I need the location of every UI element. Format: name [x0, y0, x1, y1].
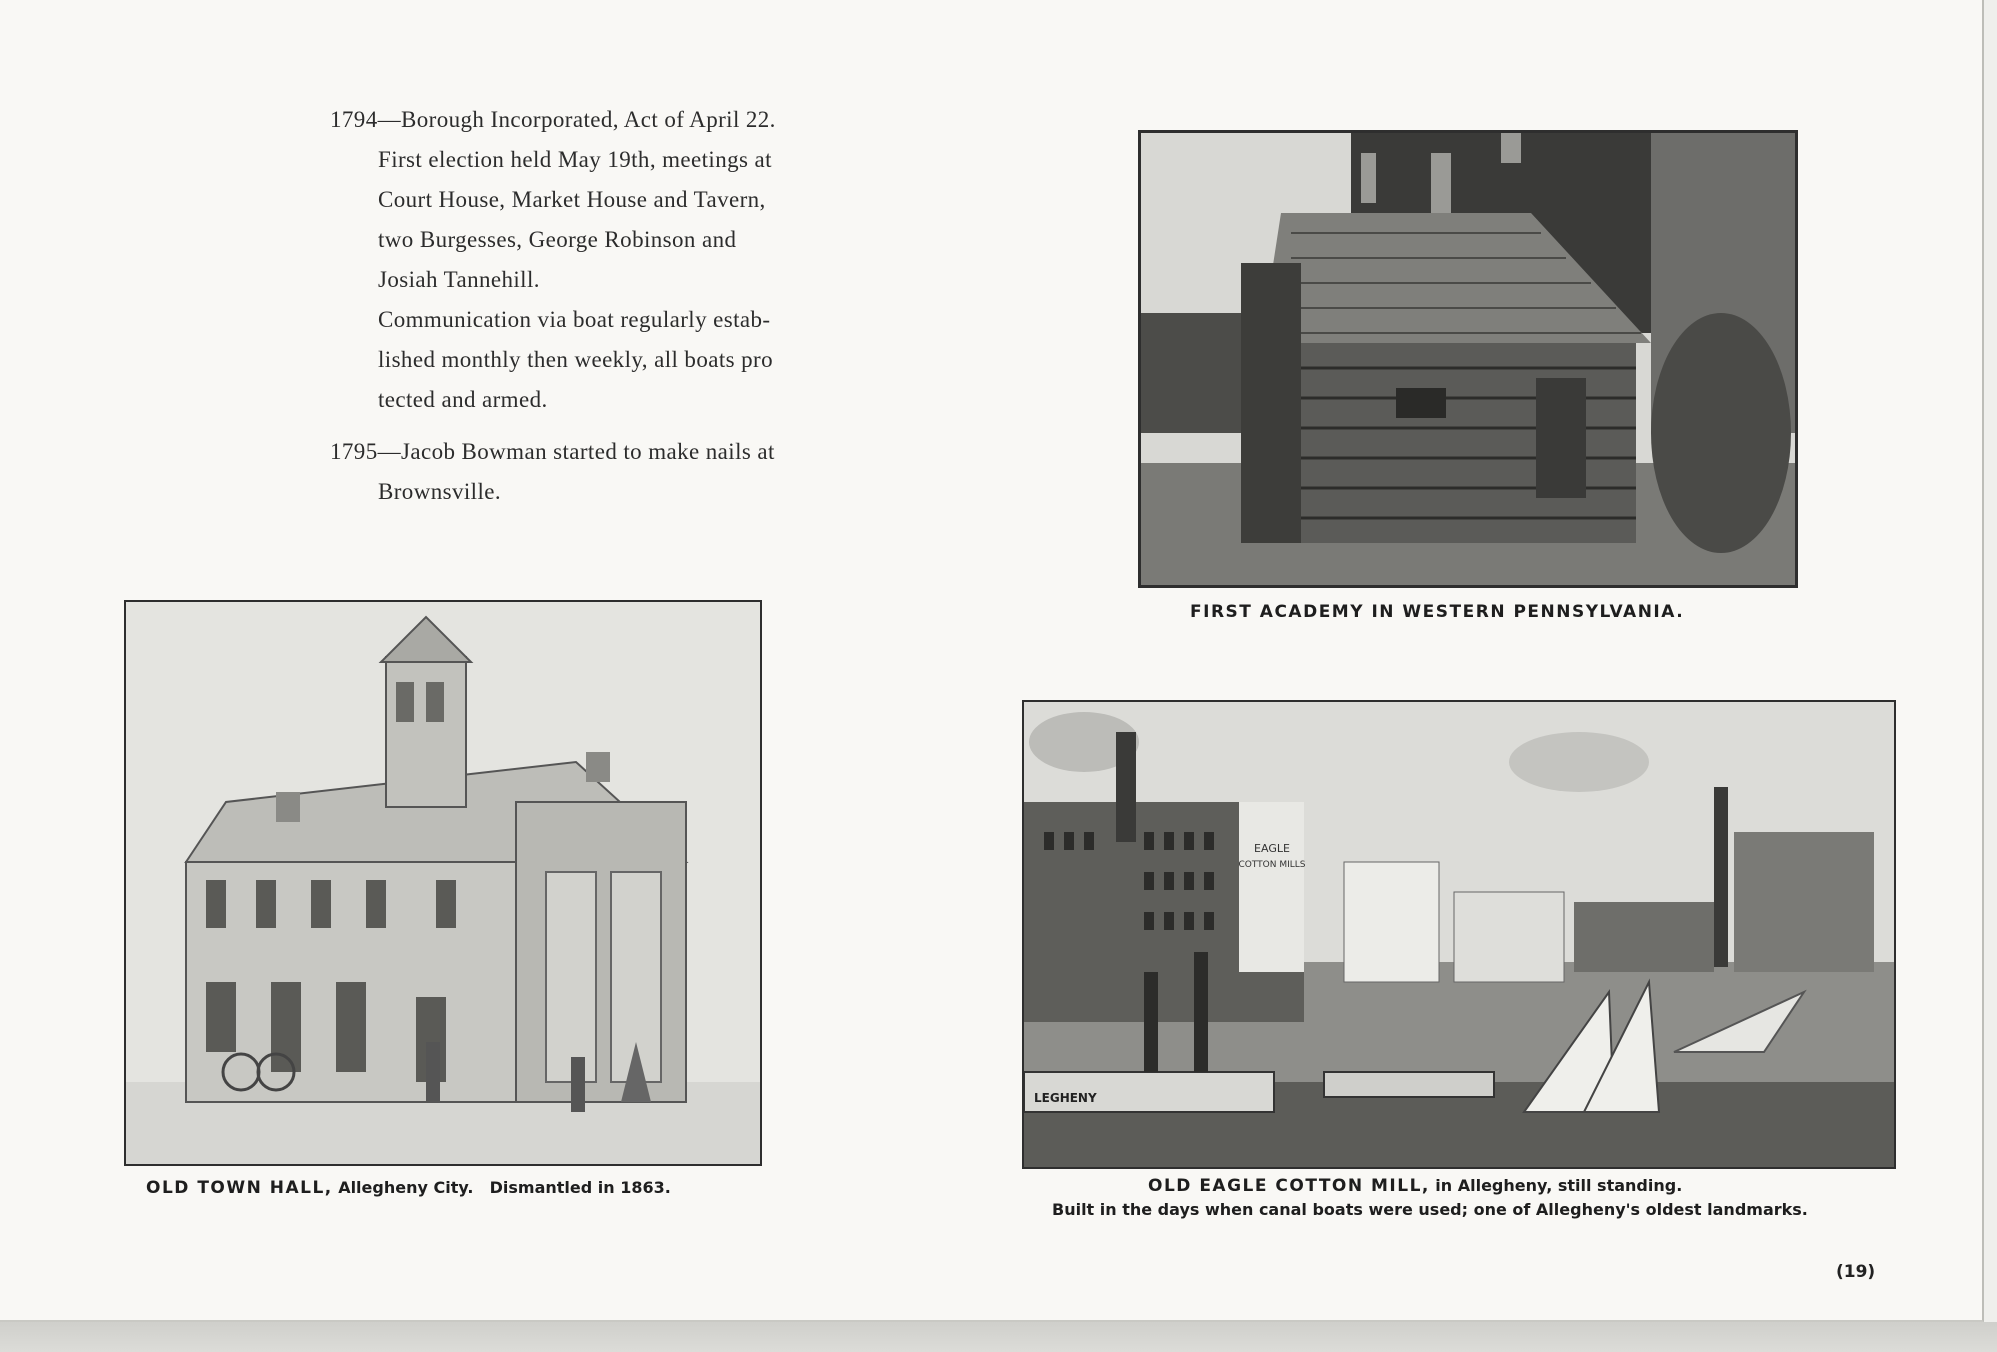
- entry-line: Brownsville.: [378, 479, 501, 504]
- cotton-mill-illustration: [1022, 700, 1896, 1169]
- academy-caption: FIRST ACADEMY IN WESTERN PENNSYLVANIA.: [1190, 602, 1685, 622]
- cotton-mill-caption-rest: in Allegheny, still standing.: [1435, 1176, 1683, 1195]
- page-edge-shadow: [0, 1322, 1997, 1352]
- boat-name-text: LEGHENY: [1034, 1091, 1097, 1105]
- entry-line: Josiah Tannehill.: [378, 267, 540, 292]
- town-hall-caption: [146, 1178, 671, 1198]
- academy-photo: [1138, 130, 1798, 588]
- town-hall-caption-note: Dismantled in 1863.: [489, 1178, 671, 1197]
- town-hall-drawing: [126, 602, 760, 1164]
- mill-sign-text: COTTON MILLS: [1238, 860, 1306, 870]
- town-hall-caption-place: Allegheny City.: [338, 1178, 474, 1197]
- cotton-mill-caption-title: OLD EAGLE COTTON MILL,: [1148, 1176, 1430, 1196]
- cotton-mill-caption: [1148, 1176, 1682, 1196]
- entry-year: 1794: [330, 107, 378, 132]
- cotton-mill-caption-line2: Built in the days when canal boats were used; one of Allegheny's oldest landmarks.: [1052, 1200, 1808, 1219]
- entry-line: tected and armed.: [378, 387, 548, 412]
- entry-line: —Borough Incorporated, Act of April 22.: [377, 107, 776, 132]
- entry-line: —Jacob Bowman started to make nails at: [377, 439, 775, 464]
- entry-1795: [330, 432, 890, 512]
- entry-line: Communication via boat regularly estab-: [378, 307, 771, 332]
- entry-line: two Burgesses, George Robinson and: [378, 227, 737, 252]
- entry-line: lished monthly then weekly, all boats pro: [378, 347, 773, 372]
- mill-sign-text: EAGLE: [1254, 842, 1290, 855]
- entry-year: 1795: [330, 439, 378, 464]
- entry-line: First election held May 19th, meetings at: [378, 147, 772, 172]
- cotton-mill-drawing: [1024, 702, 1894, 1167]
- town-hall-illustration: [124, 600, 762, 1166]
- town-hall-caption-title: OLD TOWN HALL,: [146, 1178, 333, 1198]
- history-text: [330, 100, 890, 524]
- page-number: (19): [1836, 1262, 1876, 1282]
- entry-line: Court House, Market House and Tavern,: [378, 187, 766, 212]
- entry-1794: [330, 100, 890, 420]
- log-cabin-illustration: [1141, 133, 1795, 585]
